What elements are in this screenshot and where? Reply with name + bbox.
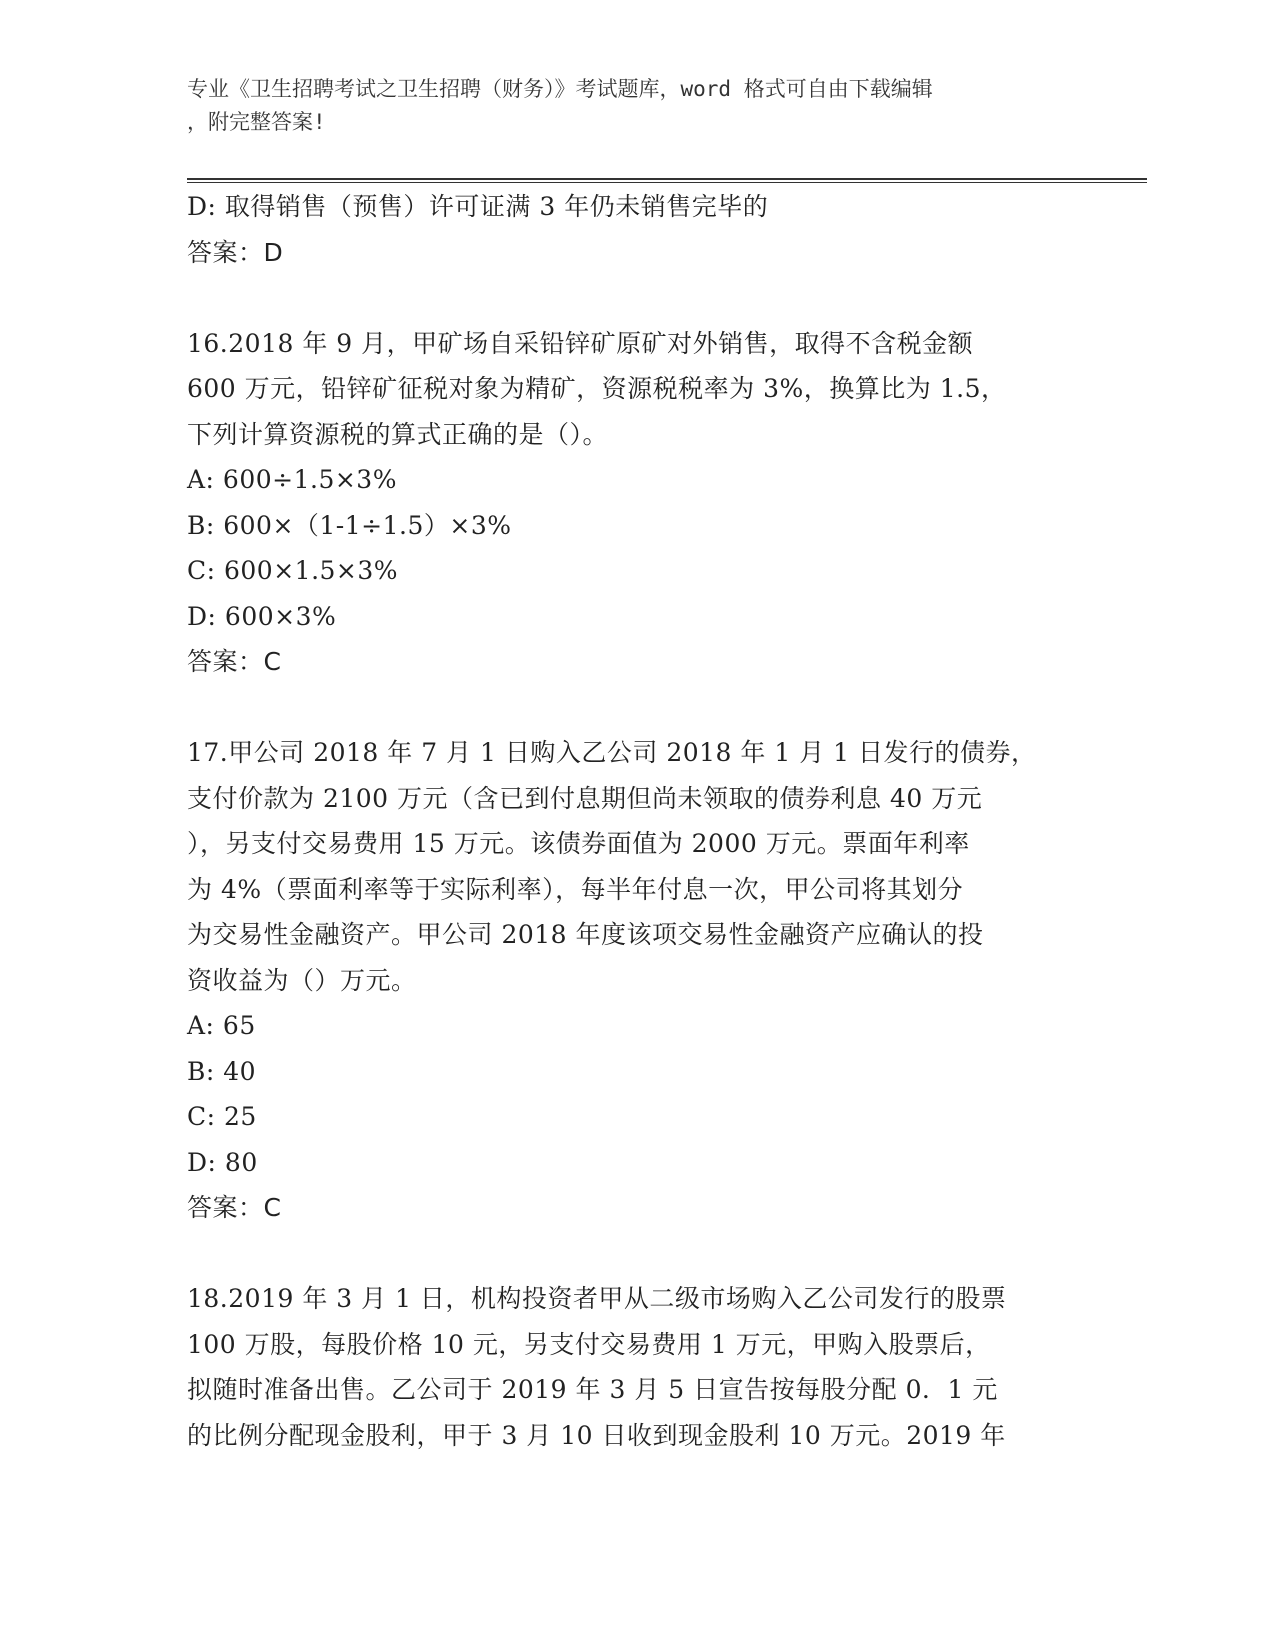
question-17-option-d: D: 80 xyxy=(187,1147,258,1177)
question-16-line-2: 600 万元，铅锌矿征税对象为精矿，资源税税率为 3%，换算比为 1.5， xyxy=(187,374,1007,403)
page-header xyxy=(187,73,1067,139)
question-18-line-1: 18.2019 年 3 月 1 日，机构投资者甲从二级市场购入乙公司发行的股票 xyxy=(187,1284,1007,1313)
prev-question-option-d: D: 取得销售（预售）许可证满 3 年仍未销售完毕的 xyxy=(187,192,769,221)
question-17 xyxy=(187,730,1077,1231)
question-17-line-4: 为 4%（票面利率等于实际利率），每半年付息一次，甲公司将其划分 xyxy=(187,874,964,904)
question-18-line-3: 拟随时准备出售。乙公司于 2019 年 3 月 5 日宣告按每股分配 0．1 元 xyxy=(187,1375,998,1404)
question-17-option-b: B: 40 xyxy=(187,1056,257,1086)
question-18 xyxy=(187,1276,1077,1458)
header-double-rule xyxy=(187,178,1147,183)
question-18-line-2: 100 万股，每股价格 10 元，另支付交易费用 1 万元，甲购入股票后， xyxy=(187,1329,991,1359)
question-17-option-c: C: 25 xyxy=(187,1102,257,1131)
question-17-line-5: 为交易性金融资产。甲公司 2018 年度该项交易性金融资产应确认的投 xyxy=(187,920,984,949)
question-18-line-4: 的比例分配现金股利，甲于 3 月 10 日收到现金股利 10 万元。2019 年 xyxy=(187,1420,1006,1450)
spacer xyxy=(187,1231,1077,1277)
question-16-line-3: 下列计算资源税的算式正确的是（）。 xyxy=(187,419,609,449)
question-16-option-d: D: 600×3% xyxy=(187,601,337,631)
question-16-answer: 答案：C xyxy=(187,647,282,676)
question-17-line-1: 17.甲公司 2018 年 7 月 1 日购入乙公司 2018 年 1 月 1 日发行的债券， xyxy=(187,738,1037,767)
question-17-answer: 答案：C xyxy=(187,1193,282,1222)
question-17-line-6: 资收益为（）万元。 xyxy=(187,965,417,995)
question-17-line-2: 支付价款为 2100 万元（含已到付息期但尚未领取的债券利息 40 万元 xyxy=(187,783,983,813)
question-16-option-c: C: 600×1.5×3% xyxy=(187,556,399,585)
question-17-line-3: ），另支付交易费用 15 万元。该债券面值为 2000 万元。票面年利率 xyxy=(187,829,970,858)
question-17-option-a: A: 65 xyxy=(187,1011,256,1040)
prev-question-answer: 答案：D xyxy=(187,237,284,267)
document-body xyxy=(187,184,1077,1458)
spacer xyxy=(187,685,1077,731)
header-line-1: 专业《卫生招聘考试之卫生招聘（财务）》考试题库，word 格式可自由下载编辑 xyxy=(187,77,933,101)
question-16-line-1: 16.2018 年 9 月，甲矿场自采铅锌矿原矿对外销售，取得不含税金额 xyxy=(187,328,974,358)
question-16-option-b: B: 600×（1-1÷1.5）×3% xyxy=(187,510,512,540)
question-16-option-a: A: 600÷1.5×3% xyxy=(187,465,397,494)
question-16 xyxy=(187,321,1077,685)
spacer xyxy=(187,275,1077,321)
header-line-2: ，附完整答案! xyxy=(187,110,326,134)
